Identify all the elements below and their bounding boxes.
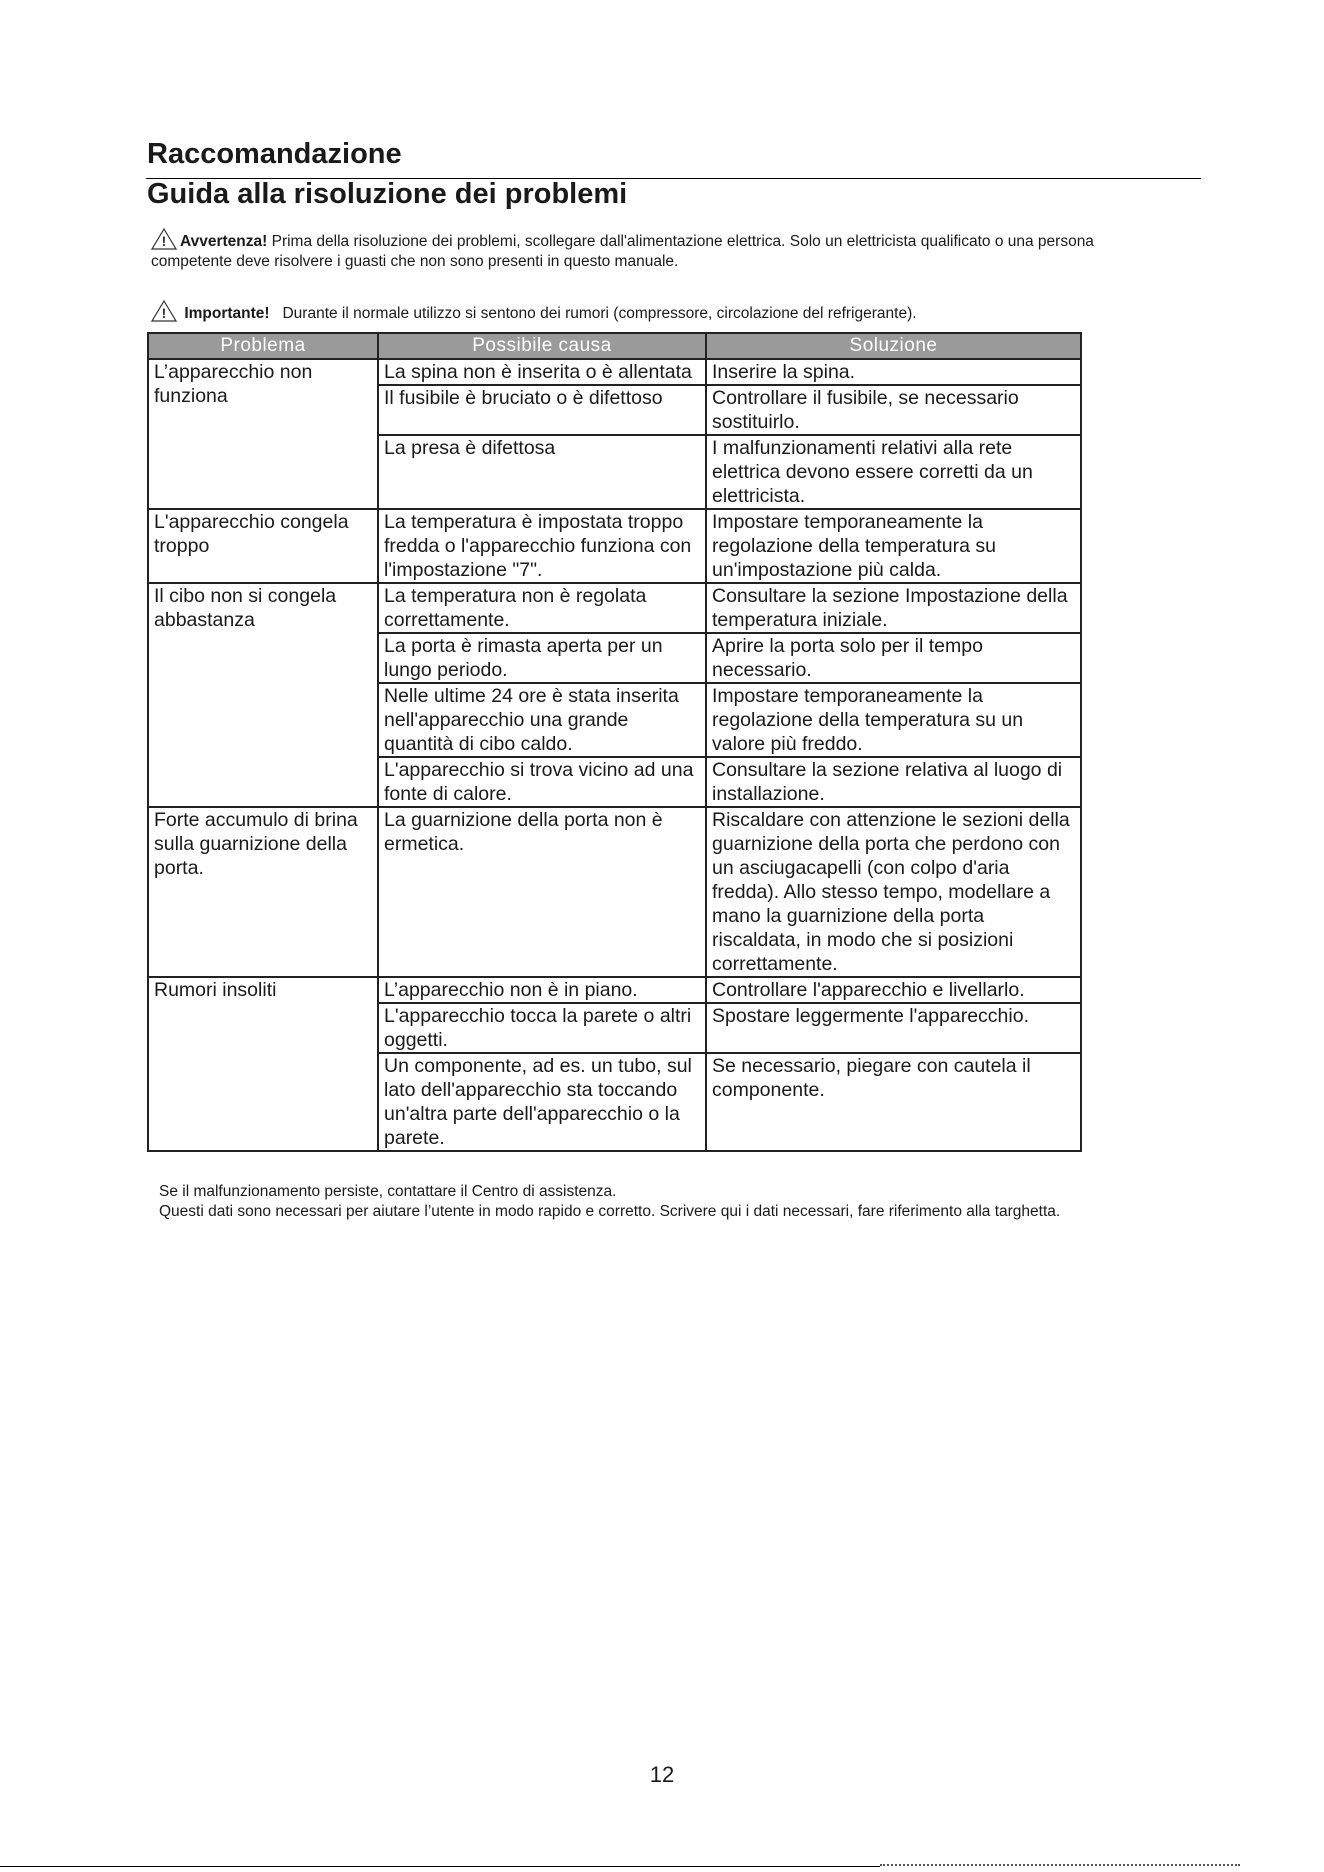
- solution-cell: Impostare temporaneamente la regolazione della temperatura su un'impostazione più calda.: [706, 509, 1081, 583]
- column-header-problem: Problema: [148, 333, 378, 359]
- table-row: [148, 807, 1081, 977]
- solution-cell: Inserire la spina.: [706, 359, 1081, 385]
- cause-cell: La presa è difettosa: [378, 435, 706, 509]
- table-row: [148, 977, 1081, 1003]
- page-number: 12: [649, 1762, 675, 1787]
- important-label: Importante!: [184, 305, 270, 322]
- footer-note: [159, 1182, 1060, 1222]
- solution-cell: Consultare la sezione Impostazione della temperatura iniziale.: [706, 583, 1081, 633]
- cause-cell: L'apparecchio tocca la parete o altri oggetti.: [378, 1003, 706, 1053]
- svg-text:!: !: [161, 233, 167, 249]
- cause-cell: La porta è rimasta aperta per un lungo periodo.: [378, 633, 706, 683]
- solution-cell: Spostare leggermente l'apparecchio.: [706, 1003, 1081, 1053]
- cause-cell: La spina non è inserita o è allentata: [378, 359, 706, 385]
- solution-cell: Impostare temporaneamente la regolazione della temperatura su un valore più freddo.: [706, 683, 1081, 757]
- cause-cell: La temperatura è impostata troppo fredda o l'apparecchio funziona con l'impostazione "7".: [378, 509, 706, 583]
- table-header-row: [148, 333, 1081, 359]
- cause-cell: Un componente, ad es. un tubo, sul lato dell'apparecchio sta toccando un'altra parte dell'apparecchio o la parete.: [378, 1053, 706, 1151]
- warning-note: [151, 228, 1151, 272]
- table-row: [148, 509, 1081, 583]
- important-note: [151, 300, 917, 324]
- problem-cell: L'apparecchio congela troppo: [148, 509, 378, 583]
- bottom-rule: [0, 1866, 880, 1867]
- column-header-solution: Soluzione: [706, 333, 1081, 359]
- solution-cell: Riscaldare con attenzione le sezioni della guarnizione della porta che perdono con un asciugacapelli (con colpo d'aria fredda). Allo stesso tempo, modellare a mano la guarnizione della porta riscaldata, in modo che si posizioni correttamente.: [706, 807, 1081, 977]
- cause-cell: La guarnizione della porta non è ermetica.: [378, 807, 706, 977]
- footer-line-1: Se il malfunzionamento persiste, contattare il Centro di assistenza.: [159, 1183, 617, 1200]
- footer-line-2: Questi dati sono necessari per aiutare l’utente in modo rapido e corretto. Scrivere qui i dati necessari, fare riferimento alla targhetta.: [159, 1203, 1061, 1220]
- cause-cell: L'apparecchio si trova vicino ad una fonte di calore.: [378, 757, 706, 807]
- problem-cell: L’apparecchio non funziona: [148, 359, 378, 509]
- page-title: Guida alla risoluzione dei problemi: [147, 178, 628, 210]
- table-row: [148, 359, 1081, 385]
- section-title: Raccomandazione: [147, 138, 402, 170]
- important-text: Durante il normale utilizzo si sentono dei rumori (compressore, circolazione del refrigerante).: [282, 305, 917, 322]
- cause-cell: La temperatura non è regolata correttamente.: [378, 583, 706, 633]
- solution-cell: Aprire la porta solo per il tempo necessario.: [706, 633, 1081, 683]
- warning-label: Avvertenza!: [180, 233, 268, 250]
- column-header-cause: Possibile causa: [378, 333, 706, 359]
- table-row: [148, 583, 1081, 633]
- warning-text: Prima della risoluzione dei problemi, scollegare dall'alimentazione elettrica. Solo un elettricista qualificato o una persona competente deve risolvere i guasti che non sono presenti in questo manuale.: [151, 233, 1094, 270]
- cause-cell: Il fusibile è bruciato o è difettoso: [378, 385, 706, 435]
- bottom-dotted-rule: [880, 1864, 1240, 1866]
- warning-triangle-icon: [151, 228, 177, 250]
- solution-cell: Consultare la sezione relativa al luogo di installazione.: [706, 757, 1081, 807]
- svg-text:!: !: [161, 305, 167, 321]
- problem-cell: Il cibo non si congela abbastanza: [148, 583, 378, 807]
- problem-cell: Rumori insoliti: [148, 977, 378, 1151]
- solution-cell: Controllare il fusibile, se necessario sostituirlo.: [706, 385, 1081, 435]
- cause-cell: Nelle ultime 24 ore è stata inserita nell'apparecchio una grande quantità di cibo caldo.: [378, 683, 706, 757]
- solution-cell: Se necessario, piegare con cautela il componente.: [706, 1053, 1081, 1151]
- troubleshooting-table: [147, 332, 1082, 1152]
- problem-cell: Forte accumulo di brina sulla guarnizione della porta.: [148, 807, 378, 977]
- important-triangle-icon: [151, 300, 177, 322]
- cause-cell: L’apparecchio non è in piano.: [378, 977, 706, 1003]
- solution-cell: I malfunzionamenti relativi alla rete elettrica devono essere corretti da un elettricista.: [706, 435, 1081, 509]
- solution-cell: Controllare l'apparecchio e livellarlo.: [706, 977, 1081, 1003]
